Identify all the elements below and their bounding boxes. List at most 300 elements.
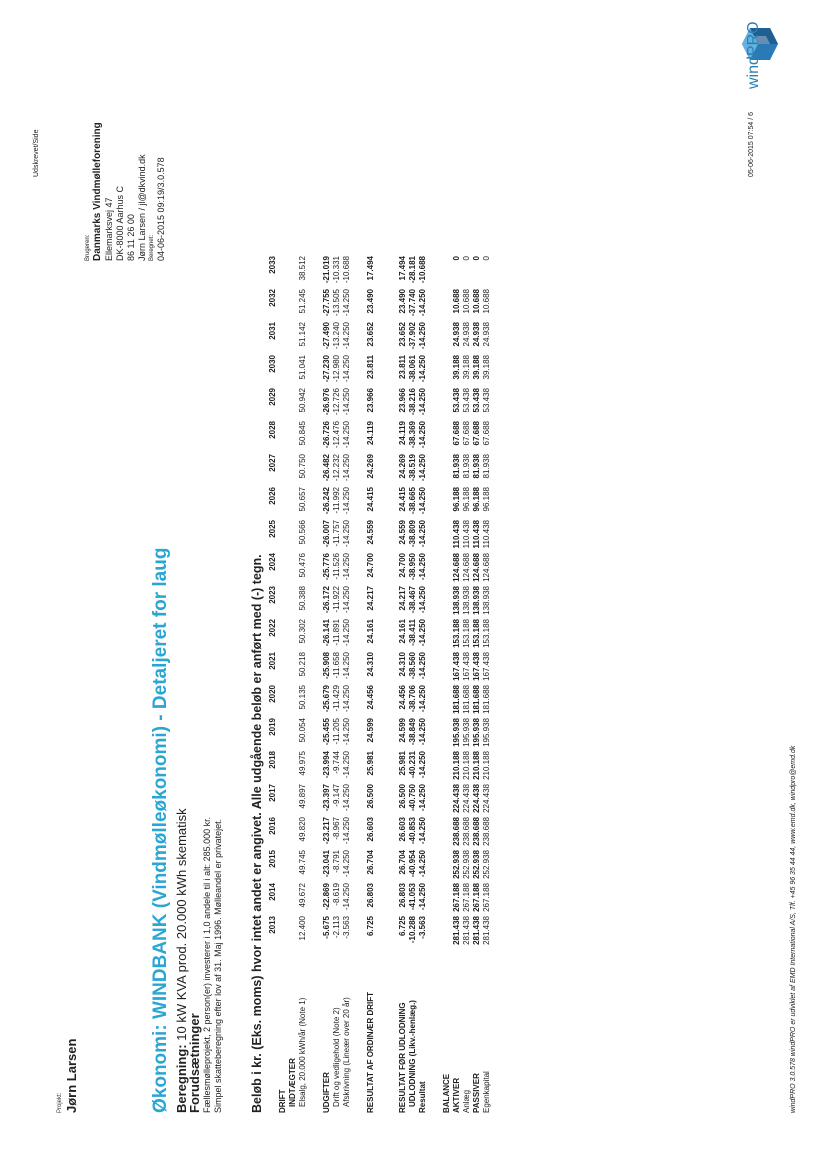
table-cell: 23.811 (366, 355, 375, 380)
table-cell: -23.397 (322, 784, 331, 812)
row-label: Anlæg (462, 1089, 471, 1113)
table-cell: 252.938 (472, 850, 481, 879)
table-cell: 25.981 (366, 751, 375, 776)
table-cell: 24.415 (398, 487, 407, 512)
table-cell: -38.849 (408, 718, 417, 746)
address-block (104, 154, 148, 261)
table-cell: 39.188 (452, 355, 461, 380)
table-cell: -14.250 (418, 487, 427, 515)
table-cell: 50.657 (298, 487, 307, 512)
table-cell: 23.966 (366, 388, 375, 413)
table-cell: -37.740 (408, 289, 417, 317)
table-cell: 24.559 (398, 520, 407, 545)
row-label: Elsalg, 20.000 kWh/år (Note 1) (298, 997, 307, 1107)
year-header: 2032 (268, 289, 277, 307)
table-cell: -9.147 (332, 784, 341, 807)
table-cell: -21.019 (322, 256, 331, 284)
table-cell: -12.476 (332, 421, 341, 449)
table-cell (278, 256, 288, 289)
table-cell: -13.505 (332, 289, 341, 317)
table-cell: 281.438 (452, 916, 461, 945)
table-cell: 39.188 (472, 355, 481, 380)
table-cell: 138.938 (472, 586, 481, 615)
table-cell (278, 586, 288, 619)
table-cell (308, 289, 322, 322)
table-cell (278, 883, 288, 916)
year-header-row (268, 256, 278, 1113)
address-line: DK-8000 Aarhus C (115, 185, 125, 261)
table-cell (278, 850, 288, 883)
table-cell: 26.603 (366, 817, 375, 842)
table-cell: 50.135 (298, 685, 307, 710)
table-cell: 24.938 (462, 322, 471, 347)
table-cell (376, 322, 398, 355)
table-cell (442, 916, 452, 949)
table-cell: -26.172 (322, 586, 331, 614)
table-cell (288, 916, 298, 949)
row-label: INDTÆGTER (288, 1058, 297, 1107)
table-cell (288, 718, 298, 751)
table-cell: -38.061 (408, 355, 417, 383)
table-cell (288, 421, 298, 454)
table-cell: -14.250 (418, 685, 427, 713)
table-cell: 26.500 (398, 784, 407, 809)
table-cell: -14.250 (342, 454, 351, 482)
table-cell: 6.725 (366, 916, 375, 937)
table-cell: 23.490 (398, 289, 407, 314)
table-cell: -40.750 (408, 784, 417, 812)
table-row (482, 256, 492, 1113)
table-cell: 96.188 (472, 487, 481, 512)
row-label: BALANCE (442, 1073, 451, 1113)
table-cell (278, 421, 288, 454)
table-cell: -10.688 (342, 256, 351, 284)
table-cell: 25.981 (398, 751, 407, 776)
table-cell (428, 454, 442, 487)
table-cell (352, 487, 366, 520)
table-cell: 24.599 (398, 718, 407, 743)
table-cell: 281.438 (482, 916, 491, 945)
table-cell (352, 850, 366, 883)
table-cell: 224.438 (452, 784, 461, 813)
table-cell: 195.938 (482, 718, 491, 747)
table-cell: 26.603 (398, 817, 407, 842)
table-cell: 238.688 (462, 817, 471, 846)
table-cell: 23.652 (366, 322, 375, 347)
assumptions-heading: Forudsætninger (187, 1013, 202, 1113)
table-row (366, 256, 376, 1113)
table-cell (278, 685, 288, 718)
table-row (408, 256, 418, 1113)
table-cell (442, 289, 452, 322)
table-cell (428, 652, 442, 685)
table-cell: -12.726 (332, 388, 341, 416)
table-cell (442, 619, 452, 652)
table-cell: -11.922 (332, 586, 341, 613)
table-cell: 24.559 (366, 520, 375, 545)
table-cell: -40.954 (408, 850, 417, 878)
table-cell (428, 355, 442, 388)
table-cell (288, 289, 298, 322)
table-cell (288, 883, 298, 916)
table-cell: 81.938 (462, 454, 471, 479)
table-cell: 67.688 (452, 421, 461, 446)
table-cell: -14.250 (342, 322, 351, 350)
table-cell (428, 685, 442, 718)
table-cell: -14.250 (418, 322, 427, 350)
table-cell (376, 421, 398, 454)
table-cell: 53.438 (482, 388, 491, 413)
table-cell (352, 553, 366, 586)
table-cell (428, 421, 442, 454)
table-cell: -3.563 (342, 916, 351, 939)
table-cell (278, 784, 288, 817)
table-cell (376, 619, 398, 652)
table-cell (376, 850, 398, 883)
table-cell (288, 751, 298, 784)
table-cell (428, 586, 442, 619)
row-label (376, 949, 398, 1113)
table-cell: 49.820 (298, 817, 307, 842)
table-cell: -14.250 (342, 784, 351, 812)
table-cell (288, 586, 298, 619)
windpro-logo-text: windPRO (745, 21, 762, 89)
table-row (308, 256, 322, 1113)
table-cell: 224.438 (482, 784, 491, 813)
table-cell: 81.938 (452, 454, 461, 479)
table-cell: 267.188 (452, 883, 461, 912)
table-cell (278, 817, 288, 850)
table-cell (352, 421, 366, 454)
table-cell (308, 817, 322, 850)
table-cell: 124.688 (482, 553, 491, 582)
table-cell (278, 322, 288, 355)
table-cell (308, 553, 322, 586)
table-cell: -14.250 (418, 454, 427, 482)
row-label: RESULTAT FØR UDLODNING (398, 1002, 407, 1113)
row-label: DRIFT (278, 1089, 287, 1113)
table-cell (278, 487, 288, 520)
table-cell (278, 454, 288, 487)
table-cell (428, 553, 442, 586)
financial-table (268, 256, 492, 1113)
table-cell: -27.755 (322, 289, 331, 317)
table-cell (428, 520, 442, 553)
table-cell: 252.938 (482, 850, 491, 879)
table-cell: -14.250 (418, 751, 427, 779)
table-cell (308, 586, 322, 619)
table-cell: -38.809 (408, 520, 417, 548)
table-cell (442, 388, 452, 421)
table-row (342, 256, 352, 1113)
year-header: 2018 (268, 751, 277, 769)
year-header: 2026 (268, 487, 277, 505)
table-cell: -14.250 (342, 553, 351, 581)
table-cell (376, 718, 398, 751)
financial-table-body (278, 256, 492, 1113)
table-cell: 153.188 (482, 619, 491, 648)
year-header: 2029 (268, 388, 277, 406)
table-cell: -25.908 (322, 652, 331, 680)
table-cell (352, 388, 366, 421)
table-cell (442, 784, 452, 817)
table-cell: -11.757 (332, 520, 341, 547)
table-row (442, 256, 452, 1113)
table-cell: 51.245 (298, 289, 307, 314)
table-cell (288, 388, 298, 421)
table-cell: 10.688 (452, 289, 461, 314)
table-cell: 26.803 (398, 883, 407, 908)
table-cell (278, 652, 288, 685)
table-cell: -8.967 (332, 817, 341, 840)
table-cell: 138.938 (482, 586, 491, 615)
table-cell: 53.438 (452, 388, 461, 413)
table-cell (376, 916, 398, 949)
table-cell (442, 652, 452, 685)
row-label: AKTIVER (452, 1077, 461, 1113)
table-cell: 49.975 (298, 751, 307, 776)
table-cell (376, 883, 398, 916)
table-row (278, 256, 288, 1113)
table-cell: 26.500 (366, 784, 375, 809)
table-cell: 181.688 (462, 685, 471, 714)
table-cell (288, 355, 298, 388)
table-cell: 49.745 (298, 850, 307, 875)
table-cell: -38.467 (408, 586, 417, 614)
table-cell: 124.688 (452, 553, 461, 582)
table-cell: 267.188 (482, 883, 491, 912)
project-label: Projekt: (57, 1092, 63, 1113)
year-header: 2033 (268, 256, 277, 274)
table-cell: -14.250 (418, 553, 427, 581)
table-cell: 26.704 (398, 850, 407, 875)
year-header-corner (268, 949, 278, 1113)
table-cell: 96.188 (452, 487, 461, 512)
table-cell: -38.560 (408, 652, 417, 680)
table-cell (428, 751, 442, 784)
table-cell (428, 256, 442, 289)
table-cell: 124.688 (472, 553, 481, 582)
table-cell (376, 553, 398, 586)
table-cell (278, 289, 288, 322)
table-cell (288, 652, 298, 685)
table-cell (442, 586, 452, 619)
table-cell: 50.750 (298, 454, 307, 479)
table-cell: 49.672 (298, 883, 307, 908)
table-cell: 81.938 (482, 454, 491, 479)
calc-text: 10 kW KVA prod. 20.000 kWh skematisk (174, 808, 189, 1041)
table-cell: 181.688 (482, 685, 491, 714)
table-cell (428, 322, 442, 355)
table-cell: 24.456 (398, 685, 407, 710)
table-cell: -26.482 (322, 454, 331, 482)
table-cell: 238.688 (482, 817, 491, 846)
address-line: Jørn Larsen / jl@dkvind.dk (137, 154, 147, 261)
table-cell: -23.041 (322, 850, 331, 878)
table-cell: 181.688 (472, 685, 481, 714)
table-cell (288, 256, 298, 289)
table-cell (352, 322, 366, 355)
table-cell (288, 784, 298, 817)
table-cell: -26.242 (322, 487, 331, 515)
table-cell: 24.119 (398, 421, 407, 446)
table-cell: 24.161 (366, 619, 375, 644)
table-cell: 67.688 (482, 421, 491, 446)
table-cell (308, 388, 322, 421)
table-cell: 50.388 (298, 586, 307, 611)
table-cell: 24.456 (366, 685, 375, 710)
year-header: 2015 (268, 850, 277, 868)
table-cell (352, 355, 366, 388)
table-row (352, 256, 366, 1113)
table-cell: 24.599 (366, 718, 375, 743)
company-name: Danmarks Vindmølleforening (92, 122, 103, 261)
table-cell: -25.776 (322, 553, 331, 581)
table-cell (442, 256, 452, 289)
table-cell: 167.438 (472, 652, 481, 681)
table-cell (352, 784, 366, 817)
table-cell (376, 256, 398, 289)
table-cell: -38.411 (408, 619, 417, 646)
table-cell: -10.288 (408, 916, 417, 944)
table-cell: 67.688 (472, 421, 481, 446)
table-cell: 0 (462, 256, 471, 261)
table-cell (278, 916, 288, 949)
table-cell (308, 454, 322, 487)
table-cell: 67.688 (462, 421, 471, 446)
table-cell: -38.665 (408, 487, 417, 515)
table-cell: 167.438 (452, 652, 461, 681)
table-cell: 12.400 (298, 916, 307, 941)
table-cell (288, 322, 298, 355)
table-row (298, 256, 308, 1113)
table-cell (352, 718, 366, 751)
table-cell: 50.476 (298, 553, 307, 578)
table-cell: 39.188 (462, 355, 471, 380)
table-cell (308, 322, 322, 355)
table-cell (428, 289, 442, 322)
table-cell: -25.679 (322, 685, 331, 713)
table-cell: -38.369 (408, 421, 417, 449)
table-cell (376, 289, 398, 322)
table-cell (442, 883, 452, 916)
table-cell: -38.519 (408, 454, 417, 482)
table-cell (352, 685, 366, 718)
table-cell: -14.250 (418, 619, 427, 647)
table-cell: -11.891 (332, 619, 341, 646)
table-cell (376, 355, 398, 388)
table-cell: -13.240 (332, 322, 341, 350)
row-label: RESULTAT AF ORDINÆR DRIFT (366, 991, 375, 1113)
table-cell: -38.950 (408, 553, 417, 581)
table-cell (352, 652, 366, 685)
table-cell: -26.976 (322, 388, 331, 416)
table-heading: Beløb i kr. (Eks. moms) hvor intet andet er angivet. Alle udgående beløb er anført med (-) tegn. (250, 554, 264, 1113)
table-cell: 267.188 (462, 883, 471, 912)
assumption-line: Fællesmølleprojekt, 2 person(er) investerer i 1,0 andele til i alt: 285.000 kr. (202, 816, 212, 1113)
table-cell (288, 817, 298, 850)
table-cell: -10.688 (418, 256, 427, 284)
table-cell: -27.230 (322, 355, 331, 383)
table-cell: 24.269 (398, 454, 407, 479)
table-cell: -5.675 (322, 916, 331, 939)
table-row (322, 256, 332, 1113)
table-cell: -26.007 (322, 520, 331, 548)
table-cell: 24.415 (366, 487, 375, 512)
table-cell (376, 784, 398, 817)
printed-value: 05-06-2015 07:54 / 6 (748, 112, 755, 177)
table-cell: 110.438 (462, 520, 471, 549)
table-cell: 51.142 (298, 322, 307, 347)
table-cell (428, 718, 442, 751)
table-cell (278, 355, 288, 388)
table-cell (278, 520, 288, 553)
table-cell: 24.938 (472, 322, 481, 347)
row-label (308, 949, 322, 1113)
table-cell: 50.054 (298, 718, 307, 743)
table-row (376, 256, 398, 1113)
table-cell: 50.566 (298, 520, 307, 545)
table-cell: -14.250 (342, 586, 351, 614)
table-cell (442, 718, 452, 751)
table-cell (442, 454, 452, 487)
table-cell (442, 751, 452, 784)
table-cell: 50.845 (298, 421, 307, 446)
table-cell: -37.902 (408, 322, 417, 350)
table-cell (288, 487, 298, 520)
table-cell: 181.688 (452, 685, 461, 714)
row-label: Egenkapital (482, 1071, 491, 1113)
table-cell (376, 388, 398, 421)
table-cell: 24.700 (366, 553, 375, 578)
address-line: 86 11 26 00 (126, 214, 136, 261)
table-cell: -14.250 (342, 685, 351, 713)
table-cell: 195.938 (452, 718, 461, 747)
table-cell: 17.494 (366, 256, 375, 281)
table-cell (288, 520, 298, 553)
table-cell: -11.205 (332, 718, 341, 745)
table-cell: 110.438 (482, 520, 491, 549)
table-cell: 210.188 (452, 751, 461, 780)
table-cell: 238.688 (472, 817, 481, 846)
table-cell: 153.188 (462, 619, 471, 648)
table-cell: 10.688 (462, 289, 471, 314)
table-cell: -12.232 (332, 454, 341, 482)
table-cell: 6.725 (398, 916, 407, 937)
table-cell: 281.438 (462, 916, 471, 945)
year-header: 2019 (268, 718, 277, 736)
table-cell: -14.250 (418, 520, 427, 548)
table-cell: 23.811 (398, 355, 407, 380)
table-cell: 110.438 (452, 520, 461, 549)
table-cell (428, 817, 442, 850)
table-cell: 50.302 (298, 619, 307, 644)
table-cell: 24.217 (398, 586, 407, 611)
table-cell: -25.455 (322, 718, 331, 746)
year-header: 2028 (268, 421, 277, 439)
table-cell: 224.438 (462, 784, 471, 813)
table-cell: 195.938 (462, 718, 471, 747)
table-cell (288, 685, 298, 718)
table-cell (376, 487, 398, 520)
table-cell (352, 916, 366, 949)
table-cell (442, 421, 452, 454)
table-cell (308, 520, 322, 553)
table-cell (352, 817, 366, 850)
table-cell: 23.652 (398, 322, 407, 347)
table-cell (288, 553, 298, 586)
calc-label: Beregning: (174, 1044, 189, 1113)
